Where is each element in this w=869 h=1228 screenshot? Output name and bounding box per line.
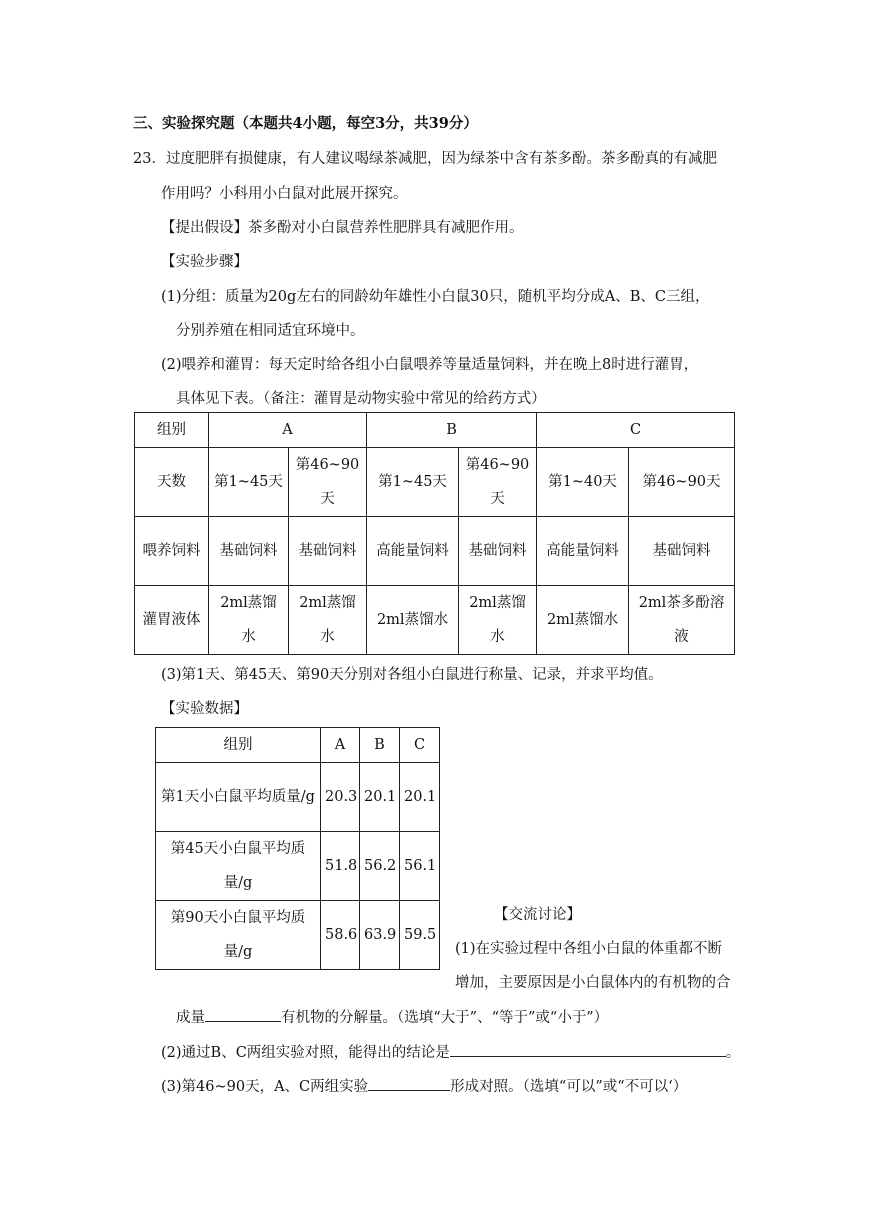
group-b-header: B xyxy=(367,413,537,448)
discussion-heading: 【交流讨论】 xyxy=(494,907,581,923)
feed-label-cell: 喂养饲料 xyxy=(135,517,209,586)
value-cell: 56.2 xyxy=(360,832,400,901)
days-cell: 第1~45天 xyxy=(367,448,459,517)
liquid-cell: 2ml茶多酚溶液 xyxy=(629,586,735,655)
liquid-label-cell: 灌胃液体 xyxy=(135,586,209,655)
value-cell: 59.5 xyxy=(400,901,440,970)
q3-answer-blank[interactable] xyxy=(368,1074,450,1091)
feed-cell: 基础饲料 xyxy=(289,517,367,586)
days-label-cell: 天数 xyxy=(135,448,209,517)
q2-suffix: 。 xyxy=(725,1045,741,1061)
value-cell: 58.6 xyxy=(321,901,360,970)
data-header-cell: 组别 xyxy=(156,728,321,763)
section-title: 三、实验探究题（本题共4小题，每空3分，共39分） xyxy=(133,115,478,132)
group-label-cell: 组别 xyxy=(135,413,209,448)
row-label-cell: 第1天小白鼠平均质量/g xyxy=(156,763,321,832)
feed-cell: 基础饲料 xyxy=(629,517,735,586)
liquid-cell: 2ml蒸馏水 xyxy=(209,586,289,655)
step-1-line-1: (1)分组：质量为20g左右的同龄幼年雄性小白鼠30只，随机平均分成A、B、C三组， xyxy=(161,289,710,305)
q2-prefix: (2)通过B、C两组实验对照，能得出的结论是 xyxy=(161,1045,450,1061)
value-cell: 51.8 xyxy=(321,832,360,901)
step-3: (3)第1天、第45天、第90天分别对各组小白鼠进行称量、记录，并求平均值。 xyxy=(161,667,663,683)
liquid-cell: 2ml蒸馏水 xyxy=(367,586,459,655)
step-1-line-2: 分别养殖在相同适宜环境中。 xyxy=(176,323,365,339)
row-label-cell: 第45天小白鼠平均质量/g xyxy=(156,832,321,901)
question-line-1: 23．过度肥胖有损健康，有人建议喝绿茶减肥，因为绿茶中含有茶多酚。茶多酚真的有减肥 xyxy=(133,151,717,167)
value-cell: 20.1 xyxy=(400,763,440,832)
group-c-header: C xyxy=(537,413,735,448)
days-cell: 第1~45天 xyxy=(209,448,289,517)
step-2-line-2: 具体见下表。（备注：灌胃是动物实验中常见的给药方式） xyxy=(176,391,546,407)
feed-cell: 基础饲料 xyxy=(459,517,537,586)
feeding-table xyxy=(134,412,735,655)
data-header-cell: B xyxy=(360,728,400,763)
discussion-q1-line-2: 增加，主要原因是小白鼠体内的有机物的合 xyxy=(455,975,731,991)
group-a-header: A xyxy=(209,413,367,448)
q3-prefix: (3)第46~90天，A、C两组实验 xyxy=(161,1079,369,1095)
q1-suffix: 有机物的分解量。（选填“大于”、“等于”或“小于”） xyxy=(281,1010,609,1026)
step-2-line-1: (2)喂养和灌胃：每天定时给各组小白鼠喂养等量适量饲料，并在晚上8时进行灌胃， xyxy=(161,357,699,373)
days-cell: 第46~90天 xyxy=(459,448,537,517)
question-line-2: 作用吗？小科用小白鼠对此展开探究。 xyxy=(161,186,408,202)
value-cell: 20.3 xyxy=(321,763,360,832)
data-header-cell: C xyxy=(400,728,440,763)
value-cell: 20.1 xyxy=(360,763,400,832)
liquid-cell: 2ml蒸馏水 xyxy=(537,586,629,655)
row-label-cell: 第90天小白鼠平均质量/g xyxy=(156,901,321,970)
discussion-q1-line-3 xyxy=(176,1005,608,1027)
days-cell: 第1~40天 xyxy=(537,448,629,517)
feed-cell: 高能量饲料 xyxy=(537,517,629,586)
value-cell: 63.9 xyxy=(360,901,400,970)
data-table xyxy=(155,727,440,970)
data-header-cell: A xyxy=(321,728,360,763)
value-cell: 56.1 xyxy=(400,832,440,901)
q1-answer-blank[interactable] xyxy=(205,1005,281,1022)
discussion-q3 xyxy=(161,1074,687,1096)
hypothesis: 【提出假设】茶多酚对小白鼠营养性肥胖具有减肥作用。 xyxy=(161,220,524,236)
liquid-cell: 2ml蒸馏水 xyxy=(289,586,367,655)
q2-answer-blank[interactable] xyxy=(450,1040,726,1057)
discussion-q1-line-1: (1)在实验过程中各组小白鼠的体重都不断 xyxy=(455,941,723,957)
feed-cell: 基础饲料 xyxy=(209,517,289,586)
discussion-q2 xyxy=(161,1040,740,1062)
steps-heading: 【实验步骤】 xyxy=(161,254,248,270)
days-cell: 第46~90天 xyxy=(289,448,367,517)
feed-cell: 高能量饲料 xyxy=(367,517,459,586)
liquid-cell: 2ml蒸馏水 xyxy=(459,586,537,655)
data-heading: 【实验数据】 xyxy=(161,701,248,717)
q3-suffix: 形成对照。（选填“可以”或“不可以‘） xyxy=(450,1079,688,1095)
q1-prefix: 成量 xyxy=(176,1010,205,1026)
days-cell: 第46~90天 xyxy=(629,448,735,517)
